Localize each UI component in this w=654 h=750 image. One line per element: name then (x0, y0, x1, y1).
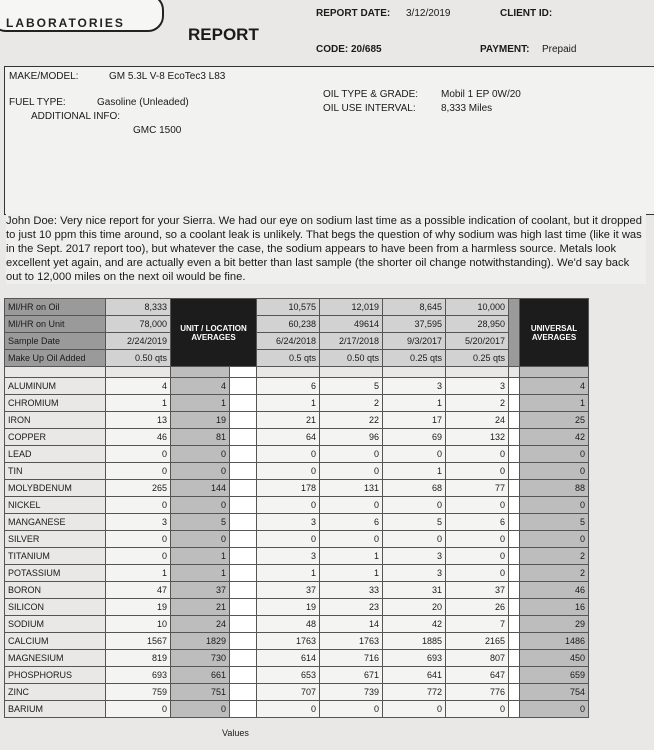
gap-cell (230, 531, 257, 548)
history-value: 0.5 qts (257, 350, 320, 367)
history-value: 0 (320, 446, 383, 463)
universal-averages-header: UNIVERSAL AVERAGES (520, 299, 589, 367)
universal-average: 0 (520, 701, 589, 718)
gap-cell (509, 582, 520, 599)
blank-cell (383, 367, 446, 378)
universal-average: 0 (520, 531, 589, 548)
report-date-label: REPORT DATE: (316, 8, 391, 19)
history-value: 1885 (383, 633, 446, 650)
history-value: 0 (446, 701, 509, 718)
current-value: 8,333 (106, 299, 171, 316)
fuel-type-label: FUEL TYPE: (9, 97, 66, 108)
blank-cell (106, 367, 171, 378)
history-value: 647 (446, 667, 509, 684)
gap-cell (230, 650, 257, 667)
universal-average: 659 (520, 667, 589, 684)
history-value: 1 (320, 548, 383, 565)
gap-cell (230, 480, 257, 497)
history-value: 0.25 qts (446, 350, 509, 367)
gap-cell (509, 378, 520, 395)
blank-cell (446, 367, 509, 378)
element-row (5, 684, 589, 701)
gap-cell (509, 497, 520, 514)
current-value: 0 (106, 446, 171, 463)
history-value: 8,645 (383, 299, 446, 316)
current-value: 1567 (106, 633, 171, 650)
gap-cell (509, 667, 520, 684)
gap-cell (509, 463, 520, 480)
unit-average: 24 (171, 616, 230, 633)
unit-average: 0 (171, 446, 230, 463)
element-name: POTASSIUM (5, 565, 106, 582)
universal-average: 1 (520, 395, 589, 412)
universal-average: 16 (520, 599, 589, 616)
history-value: 653 (257, 667, 320, 684)
history-value: 37 (257, 582, 320, 599)
additional-info-value: GMC 1500 (133, 125, 182, 136)
universal-average: 450 (520, 650, 589, 667)
history-value: 1 (383, 463, 446, 480)
client-id-label: CLIENT ID: (500, 8, 553, 19)
unit-average: 0 (171, 463, 230, 480)
current-value: 1 (106, 395, 171, 412)
blank-cell (171, 367, 230, 378)
history-value: 69 (383, 429, 446, 446)
element-row (5, 412, 589, 429)
gap-cell (230, 514, 257, 531)
history-value: 37,595 (383, 316, 446, 333)
history-value: 3 (257, 514, 320, 531)
gap-cell (509, 395, 520, 412)
gap-cell (230, 395, 257, 412)
gap-cell (509, 531, 520, 548)
element-name: TITANIUM (5, 548, 106, 565)
current-value: 0 (106, 531, 171, 548)
gap-cell (509, 701, 520, 718)
unit-average: 5 (171, 514, 230, 531)
gap-cell (230, 633, 257, 650)
unit-average: 0 (171, 531, 230, 548)
universal-average: 1486 (520, 633, 589, 650)
history-value: 1 (320, 565, 383, 582)
code: CODE: 20/685 (316, 44, 382, 55)
current-value: 46 (106, 429, 171, 446)
history-value: 3 (383, 378, 446, 395)
summary-row (5, 350, 589, 367)
element-name: BORON (5, 582, 106, 599)
element-name: TIN (5, 463, 106, 480)
blank-cell (230, 367, 257, 378)
history-value: 693 (383, 650, 446, 667)
history-value: 10,575 (257, 299, 320, 316)
fuel-type-value: Gasoline (Unleaded) (97, 97, 189, 108)
history-value: 31 (383, 582, 446, 599)
current-value: 265 (106, 480, 171, 497)
gap-cell (509, 412, 520, 429)
unit-average: 1 (171, 565, 230, 582)
element-row (5, 633, 589, 650)
blank-cell (320, 367, 383, 378)
history-value: 5 (320, 378, 383, 395)
history-value: 0 (446, 565, 509, 582)
current-value: 1 (106, 565, 171, 582)
history-value: 0 (446, 531, 509, 548)
make-model-label: MAKE/MODEL: (9, 71, 79, 82)
history-value: 42 (383, 616, 446, 633)
gap-cell (509, 684, 520, 701)
history-value: 1 (257, 395, 320, 412)
separator-row (5, 367, 589, 378)
payment-value: Prepaid (542, 44, 577, 55)
history-value: 0 (320, 701, 383, 718)
current-value: 3 (106, 514, 171, 531)
element-row (5, 667, 589, 684)
history-value: 26 (446, 599, 509, 616)
universal-average: 5 (520, 514, 589, 531)
gap-cell (509, 650, 520, 667)
unit-averages-header: UNIT / LOCATION AVERAGES (171, 299, 257, 367)
history-value: 716 (320, 650, 383, 667)
history-value: 0.50 qts (320, 350, 383, 367)
history-value: 1 (383, 395, 446, 412)
oil-interval-value: 8,333 Miles (441, 103, 493, 114)
element-name: ZINC (5, 684, 106, 701)
gap-cell (230, 565, 257, 582)
element-row (5, 650, 589, 667)
history-value: 772 (383, 684, 446, 701)
element-name: CHROMIUM (5, 395, 106, 412)
universal-average: 0 (520, 446, 589, 463)
history-value: 1763 (320, 633, 383, 650)
element-row (5, 565, 589, 582)
element-row (5, 497, 589, 514)
history-value: 0 (446, 497, 509, 514)
history-value: 178 (257, 480, 320, 497)
element-row (5, 446, 589, 463)
history-value: 6 (446, 514, 509, 531)
history-value: 2/17/2018 (320, 333, 383, 350)
element-row (5, 395, 589, 412)
element-row (5, 480, 589, 497)
current-value: 4 (106, 378, 171, 395)
unit-average: 661 (171, 667, 230, 684)
universal-average: 88 (520, 480, 589, 497)
history-value: 5/20/2017 (446, 333, 509, 350)
history-value: 96 (320, 429, 383, 446)
unit-average: 0 (171, 701, 230, 718)
gap-cell (509, 429, 520, 446)
history-value: 0 (320, 497, 383, 514)
current-value: 19 (106, 599, 171, 616)
history-value: 5 (383, 514, 446, 531)
history-value: 3 (383, 565, 446, 582)
gap-cell (230, 497, 257, 514)
current-value: 78,000 (106, 316, 171, 333)
summary-row (5, 299, 589, 316)
unit-average: 1829 (171, 633, 230, 650)
universal-average: 2 (520, 548, 589, 565)
summary-label: MI/HR on Oil (5, 299, 106, 316)
gap-cell (509, 565, 520, 582)
report-date: 3/12/2019 (406, 8, 451, 19)
oil-interval-label: OIL USE INTERVAL: (323, 103, 416, 114)
gap-cell (230, 548, 257, 565)
history-value: 68 (383, 480, 446, 497)
history-value: 0 (383, 446, 446, 463)
element-row (5, 548, 589, 565)
current-value: 693 (106, 667, 171, 684)
gap-cell (509, 446, 520, 463)
additional-info-label: ADDITIONAL INFO: (31, 111, 121, 122)
vehicle-info-box (4, 66, 654, 148)
history-value: 22 (320, 412, 383, 429)
blank-cell (520, 367, 589, 378)
history-value: 1763 (257, 633, 320, 650)
gap-cell (230, 463, 257, 480)
universal-average: 29 (520, 616, 589, 633)
history-value: 0 (320, 463, 383, 480)
element-name: IRON (5, 412, 106, 429)
history-value: 6 (257, 378, 320, 395)
history-value: 10,000 (446, 299, 509, 316)
universal-average: 25 (520, 412, 589, 429)
history-value: 12,019 (320, 299, 383, 316)
unit-average: 0 (171, 497, 230, 514)
history-value: 0 (257, 531, 320, 548)
unit-average: 144 (171, 480, 230, 497)
universal-average: 0 (520, 497, 589, 514)
element-row (5, 701, 589, 718)
element-name: LEAD (5, 446, 106, 463)
current-value: 759 (106, 684, 171, 701)
current-value: 2/24/2019 (106, 333, 171, 350)
spacer (509, 299, 520, 367)
analyst-comment: John Doe: Very nice report for your Sierra. We had our eye on sodium last time as a possible indication of coolant, but it dropped to just 10 ppm this time around, so a coolant leak is unlikely. That begs the question of why sodium was high last time (like it was in the Sept. 2017 report too), but whatever the case, the sodium appears to have been from a harmless source. Metals look excellent yet again, and are actually even a bit better than last sample (the shorter oil change notwithstanding). We'd say back out to 12,000 miles on the next oil would be fine. (6, 214, 646, 284)
history-value: 20 (383, 599, 446, 616)
summary-label: Make Up Oil Added (5, 350, 106, 367)
make-model-value: GM 5.3L V-8 EcoTec3 L83 (109, 71, 226, 82)
universal-average: 2 (520, 565, 589, 582)
history-value: 739 (320, 684, 383, 701)
history-value: 776 (446, 684, 509, 701)
element-row (5, 599, 589, 616)
gap-cell (230, 582, 257, 599)
element-name: ALUMINUM (5, 378, 106, 395)
history-value: 0 (446, 463, 509, 480)
history-value: 24 (446, 412, 509, 429)
history-value: 0 (320, 531, 383, 548)
gap-cell (509, 616, 520, 633)
history-value: 6/24/2018 (257, 333, 320, 350)
history-value: 14 (320, 616, 383, 633)
summary-label: MI/HR on Unit (5, 316, 106, 333)
unit-average: 37 (171, 582, 230, 599)
history-value: 3 (383, 548, 446, 565)
oil-type-label: OIL TYPE & GRADE: (323, 89, 419, 100)
history-value: 614 (257, 650, 320, 667)
history-value: 21 (257, 412, 320, 429)
current-value: 13 (106, 412, 171, 429)
gap-cell (230, 412, 257, 429)
gap-cell (230, 446, 257, 463)
element-name: BARIUM (5, 701, 106, 718)
gap-cell (230, 701, 257, 718)
history-value: 2 (446, 395, 509, 412)
oil-analysis-table (4, 298, 589, 718)
history-value: 0 (257, 463, 320, 480)
history-value: 77 (446, 480, 509, 497)
history-value: 7 (446, 616, 509, 633)
element-row (5, 463, 589, 480)
history-value: 48 (257, 616, 320, 633)
element-name: MOLYBDENUM (5, 480, 106, 497)
universal-average: 0 (520, 463, 589, 480)
element-row (5, 378, 589, 395)
history-value: 671 (320, 667, 383, 684)
summary-row (5, 316, 589, 333)
history-value: 60,238 (257, 316, 320, 333)
universal-average: 754 (520, 684, 589, 701)
unit-average: 751 (171, 684, 230, 701)
history-value: 3 (446, 378, 509, 395)
history-value: 0 (257, 497, 320, 514)
history-value: 33 (320, 582, 383, 599)
history-value: 807 (446, 650, 509, 667)
summary-row (5, 333, 589, 350)
gap-cell (230, 378, 257, 395)
history-value: 641 (383, 667, 446, 684)
history-value: 132 (446, 429, 509, 446)
history-value: 9/3/2017 (383, 333, 446, 350)
oil-type-value: Mobil 1 EP 0W/20 (441, 89, 521, 100)
unit-average: 81 (171, 429, 230, 446)
current-value: 0 (106, 497, 171, 514)
element-name: NICKEL (5, 497, 106, 514)
blank-section (4, 146, 654, 215)
current-value: 0 (106, 548, 171, 565)
history-value: 2165 (446, 633, 509, 650)
blank-cell (5, 367, 106, 378)
element-name: CALCIUM (5, 633, 106, 650)
history-value: 0 (257, 701, 320, 718)
gap-cell (230, 616, 257, 633)
gap-cell (509, 599, 520, 616)
history-value: 0 (257, 446, 320, 463)
current-value: 47 (106, 582, 171, 599)
history-value: 0 (383, 701, 446, 718)
element-name: MAGNESIUM (5, 650, 106, 667)
history-value: 0 (446, 548, 509, 565)
table-footer: Values (222, 728, 249, 738)
blank-cell (509, 367, 520, 378)
gap-cell (509, 480, 520, 497)
element-row (5, 429, 589, 446)
history-value: 0.25 qts (383, 350, 446, 367)
element-name: SODIUM (5, 616, 106, 633)
gap-cell (509, 633, 520, 650)
element-row (5, 514, 589, 531)
current-value: 0 (106, 463, 171, 480)
history-value: 37 (446, 582, 509, 599)
history-value: 0 (383, 531, 446, 548)
universal-average: 46 (520, 582, 589, 599)
gap-cell (230, 429, 257, 446)
element-row (5, 531, 589, 548)
unit-average: 19 (171, 412, 230, 429)
current-value: 10 (106, 616, 171, 633)
history-value: 3 (257, 548, 320, 565)
gap-cell (509, 514, 520, 531)
element-name: SILICON (5, 599, 106, 616)
element-name: PHOSPHORUS (5, 667, 106, 684)
current-value: 0 (106, 701, 171, 718)
history-value: 0 (446, 446, 509, 463)
history-value: 707 (257, 684, 320, 701)
current-value: 0.50 qts (106, 350, 171, 367)
history-value: 6 (320, 514, 383, 531)
gap-cell (509, 548, 520, 565)
gap-cell (230, 684, 257, 701)
universal-average: 42 (520, 429, 589, 446)
element-name: SILVER (5, 531, 106, 548)
unit-average: 1 (171, 548, 230, 565)
payment-label: PAYMENT: (480, 44, 530, 55)
element-name: MANGANESE (5, 514, 106, 531)
history-value: 131 (320, 480, 383, 497)
element-name: COPPER (5, 429, 106, 446)
logo-text: LABORATORIES (6, 16, 125, 30)
summary-label: Sample Date (5, 333, 106, 350)
unit-average: 21 (171, 599, 230, 616)
unit-average: 1 (171, 395, 230, 412)
history-value: 19 (257, 599, 320, 616)
history-value: 49614 (320, 316, 383, 333)
gap-cell (230, 667, 257, 684)
history-value: 2 (320, 395, 383, 412)
history-value: 1 (257, 565, 320, 582)
element-row (5, 616, 589, 633)
gap-cell (230, 599, 257, 616)
current-value: 819 (106, 650, 171, 667)
blank-cell (257, 367, 320, 378)
history-value: 64 (257, 429, 320, 446)
history-value: 28,950 (446, 316, 509, 333)
history-value: 0 (383, 497, 446, 514)
history-value: 17 (383, 412, 446, 429)
universal-average: 4 (520, 378, 589, 395)
unit-average: 730 (171, 650, 230, 667)
unit-average: 4 (171, 378, 230, 395)
report-title: REPORT (188, 25, 259, 44)
history-value: 23 (320, 599, 383, 616)
element-row (5, 582, 589, 599)
